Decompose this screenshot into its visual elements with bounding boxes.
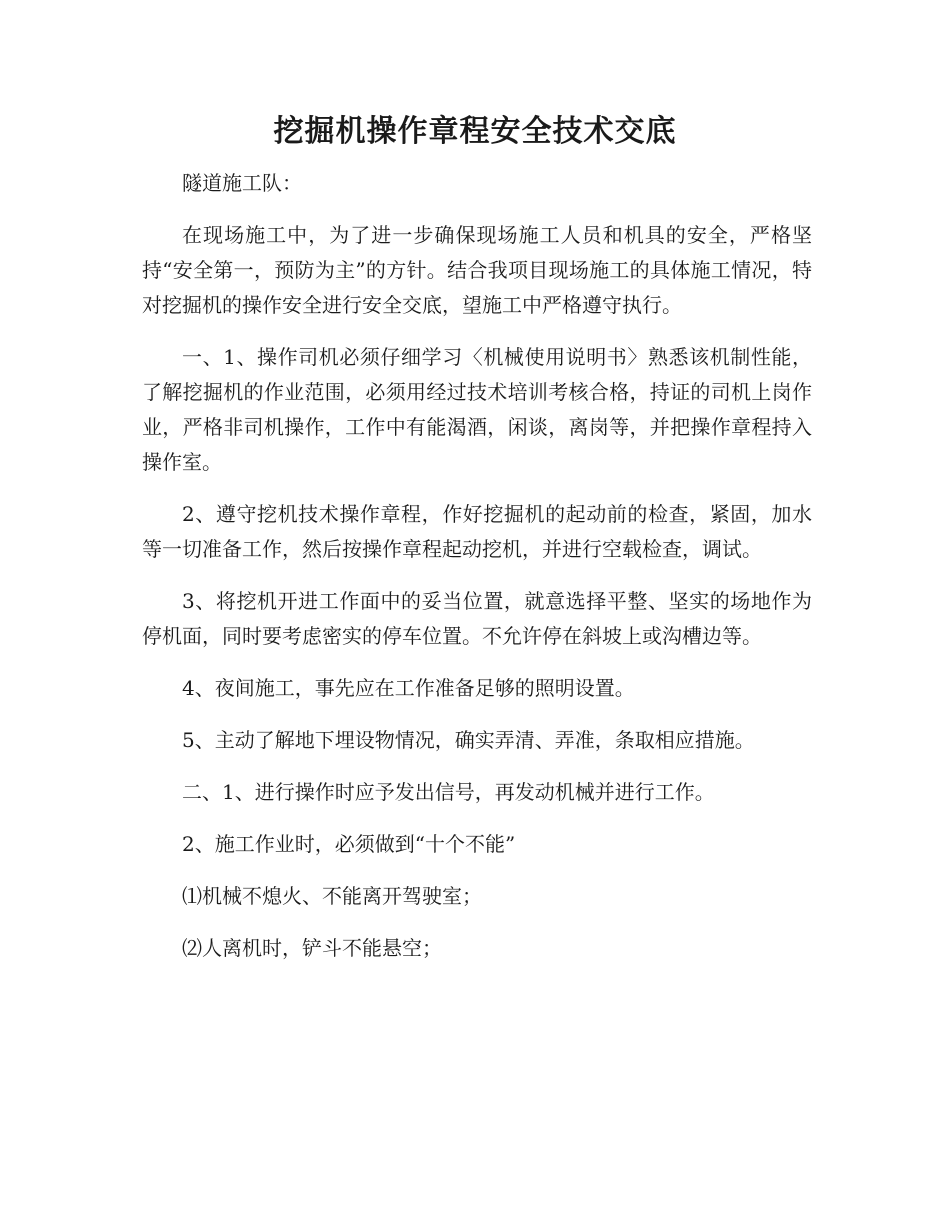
section-1-item-3: 3、将挖机开进工作面中的妥当位置，就意选择平整、坚实的场地作为停机面，同时要考虑密实的停车位置。不允许停在斜坡上或沟槽边等。 (142, 589, 812, 648)
section-2-item-1: 二、1、进行操作时应予发出信号，再发动机械并进行工作。 (182, 780, 715, 804)
section-2-item-2: 2、施工作业时，必须做到“十个不能” (182, 832, 516, 856)
addressee-line: 隧道施工队： (182, 171, 302, 195)
section-1-item-5: 5、主动了解地下埋设物情况，确实弄清、弄准，条取相应措施。 (182, 728, 755, 752)
rule-item-1: ⑴机械不熄火、不能离开驾驶室； (182, 884, 482, 908)
document-title: 挖掘机操作章程安全技术交底 (273, 114, 677, 149)
section-1-item-1: 一、1、操作司机必须仔细学习〈机械使用说明书〉熟悉该机制性能，了解挖掘机的作业范围，必须用经过技术培训考核合格，持证的司机上岗作业，严格非司机操作，工作中有能渴酒，闲谈，离岗等，并把操作章程持入操作室。 (142, 345, 812, 474)
document-body (142, 166, 812, 983)
rule-item-2: ⑵人离机时，铲斗不能悬空； (182, 936, 442, 960)
section-1-item-4: 4、夜间施工，事先应在工作准备足够的照明设置。 (182, 676, 635, 700)
section-1-item-2: 2、遵守挖机技术操作章程，作好挖掘机的起动前的检查，紧固，加水等一切准备工作，然后按操作章程起动挖机，并进行空载检查，调试。 (142, 502, 812, 561)
intro-paragraph: 在现场施工中，为了进一步确保现场施工人员和机具的安全，严格坚持“安全第一，预防为主”的方针。结合我项目现场施工的具体施工情况，特对挖掘机的操作安全进行安全交底，望施工中严格遵守执行。 (142, 223, 812, 317)
